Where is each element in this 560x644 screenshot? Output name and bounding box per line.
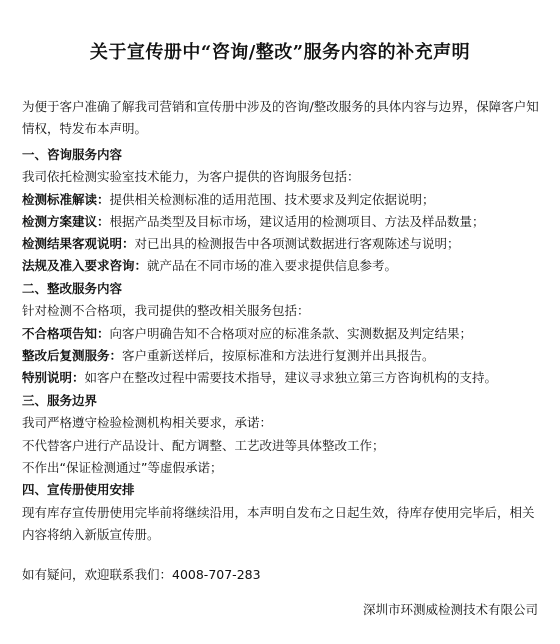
company-name: 深圳市环测威检测技术有限公司: [362, 602, 538, 617]
item-label: 检测结果客观说明：: [22, 236, 135, 251]
section-3-line: 不代替客户进行产品设计、配方调整、工艺改进等具体整改工作；: [22, 438, 385, 453]
item-label: 检测方案建议：: [22, 214, 110, 229]
section-3-lead: 我司严格遵守检验检测机构相关要求，承诺：: [22, 415, 273, 430]
item-text: 如客户在整改过程中需要技术指导，建议寻求独立第三方咨询机构的支持。: [84, 370, 498, 385]
section-2-heading: 二、整改服务内容: [22, 281, 123, 296]
section-2-item: [22, 348, 542, 364]
item-label: 不合格项告知：: [22, 326, 110, 341]
section-1-item: [22, 236, 542, 252]
section-3-line: 不作出“保证检测通过”等虚假承诺；: [22, 460, 223, 475]
item-text: 客户重新送样后，按原标准和方法进行复测并出具报告。: [122, 348, 435, 363]
contact-line: 如有疑问，欢迎联系我们：4008-707-283: [22, 567, 261, 582]
section-1-lead: 我司依托检测实验室技术能力，为客户提供的咨询服务包括：: [22, 169, 360, 184]
document-title: 关于宣传册中“咨询/整改”服务内容的补充声明: [89, 42, 471, 63]
item-text: 提供相关检测标准的适用范围、技术要求及判定依据说明；: [109, 192, 435, 207]
section-2-item: [22, 370, 542, 386]
section-1-item: [22, 258, 542, 274]
section-1-item: [22, 192, 542, 208]
section-1-heading: 一、咨询服务内容: [22, 147, 123, 162]
item-label: 整改后复测服务：: [22, 348, 123, 363]
item-label: 检测标准解读：: [22, 192, 110, 207]
section-1-item: [22, 214, 542, 230]
section-3-heading: 三、服务边界: [22, 393, 98, 408]
item-text: 对已出具的检测报告中各项测试数据进行客观陈述与说明；: [134, 236, 460, 251]
item-label: 法规及准入要求咨询：: [22, 258, 148, 273]
item-text: 就产品在不同市场的准入要求提供信息参考。: [147, 258, 398, 273]
item-text: 向客户明确告知不合格项对应的标准条款、实测数据及判定结果；: [109, 326, 473, 341]
section-2-lead: 针对检测不合格项，我司提供的整改相关服务包括：: [22, 303, 310, 318]
item-text: 根据产品类型及目标市场，建议适用的检测项目、方法及样品数量；: [109, 214, 485, 229]
section-4-paragraph: 现有库存宣传册使用完毕前将继续沿用，本声明自发布之日起生效，待库存使用完毕后，相关内容将纳入新版宣传册。: [22, 505, 535, 542]
section-2-item: [22, 326, 542, 342]
item-label: 特别说明：: [22, 370, 85, 385]
section-4-heading: 四、宣传册使用安排: [22, 482, 135, 497]
intro-paragraph: 为便于客户准确了解我司营销和宣传册中涉及的咨询/整改服务的具体内容与边界，保障客户知情权，特发布本声明。: [22, 99, 539, 136]
